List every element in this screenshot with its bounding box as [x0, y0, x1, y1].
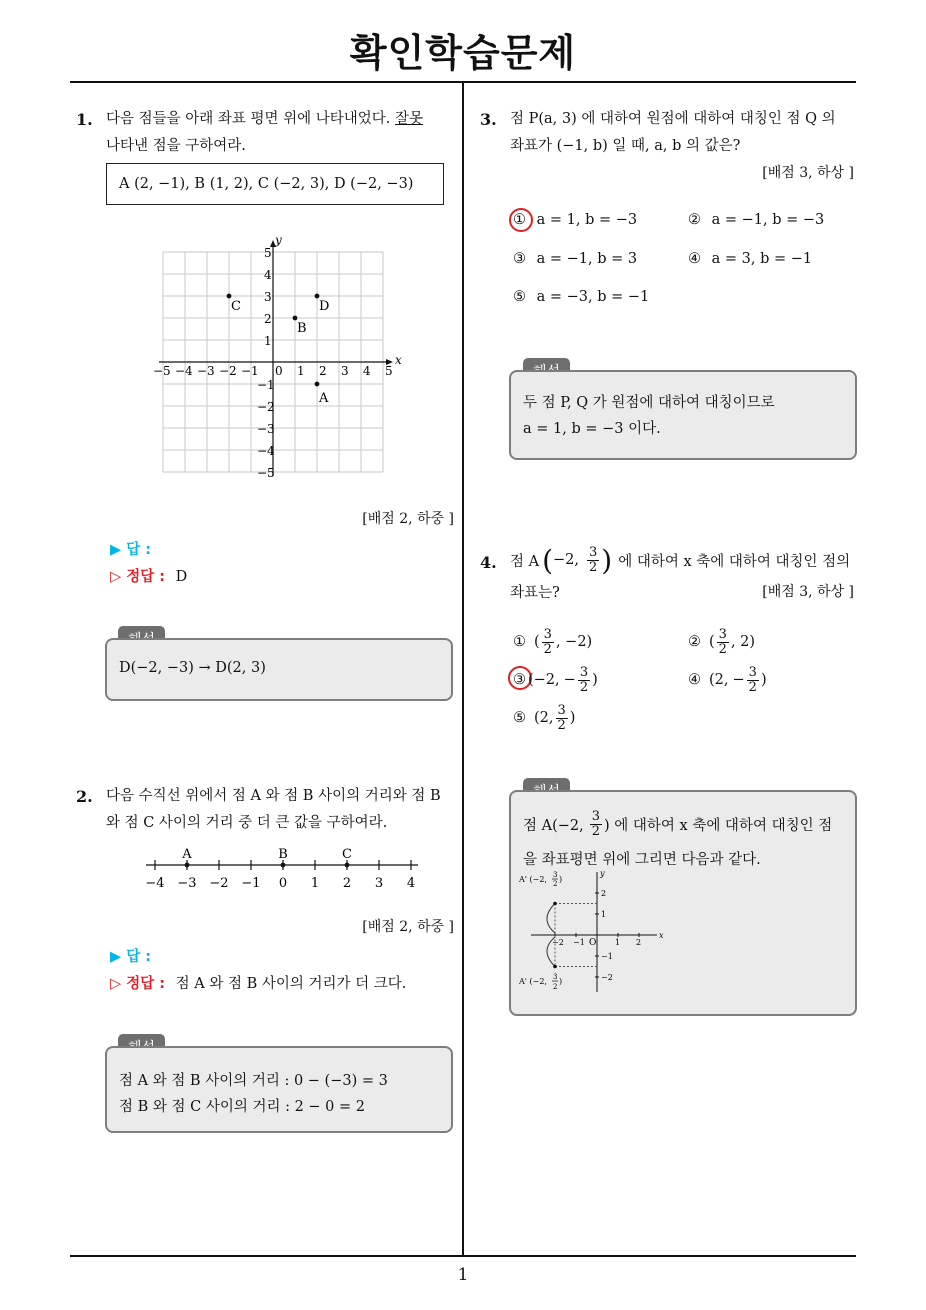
q3-choice-3-mark: ③ [513, 251, 526, 267]
q2-key-row [110, 972, 406, 993]
q4-choice-2-frac [717, 628, 729, 657]
number-line-point-C [345, 863, 350, 868]
q4-paren-close: ) [601, 543, 613, 577]
q4-solution-line2: 을 좌표평면 위에 그리면 다음과 같다. [523, 852, 761, 868]
q4-text-line1 [510, 540, 860, 580]
q1-underlined-word: 잘못 [395, 111, 424, 127]
q4-choice-5-post: ) [569, 710, 576, 726]
q3-solution-box [509, 370, 857, 460]
number-line-tick-label: −1 [241, 876, 261, 891]
q1-text-line1: 다음 점들을 아래 좌표 평면 위에 나타내었다. [106, 111, 391, 127]
q2-line-body [145, 847, 418, 891]
x-tick-label: −4 [175, 364, 193, 378]
number-line-point-label-B: B [278, 847, 288, 862]
q2-solution-line1: 점 A 와 점 B 사이의 거리 : 0 − (−3) = 3 [119, 1073, 388, 1089]
q2-number: 2. [76, 787, 93, 806]
q4-choice-1-pre: ( [534, 634, 540, 650]
fig-origin: O [589, 938, 597, 948]
q4-choice-2-frac-num: 3 [718, 626, 727, 642]
fig-x-label: x [659, 931, 664, 940]
q3-choice-4[interactable] [688, 251, 812, 267]
q4-text-post: 에 대하여 x 축에 대하여 대칭인 점의 [618, 553, 851, 570]
q4-choice-1-frac-den: 2 [543, 641, 552, 657]
q4-choice-4-frac-num: 3 [748, 664, 757, 680]
q4-choice-4-post: ) [760, 672, 767, 688]
q4-choice-4[interactable] [688, 660, 767, 700]
q4-choice-4-frac [747, 666, 759, 695]
y-tick-label: 2 [264, 312, 272, 326]
x-axis-label: x [395, 353, 402, 367]
q4-solution-frac-num: 3 [591, 808, 601, 824]
q1-points-text: A (2, −1), B (1, 2), C (−2, 3), D (−2, −3) [119, 176, 414, 192]
fig-label-bottom-close: ) [559, 977, 563, 986]
q1-points [227, 294, 330, 406]
q2-solution-line2: 점 B 와 점 C 사이의 거리 : 2 − 0 = 2 [119, 1099, 365, 1115]
q1-number: 1. [76, 110, 93, 129]
number-line-tick-label: 2 [342, 876, 352, 891]
fig-x-tick-label: 1 [615, 938, 621, 947]
number-line-tick-label: −2 [209, 876, 229, 891]
fig-x-tick-label: −1 [573, 938, 585, 947]
q4-choice-3-frac-num: 3 [579, 664, 589, 680]
fig-label-top-close: ) [559, 875, 563, 884]
q3-text [510, 106, 860, 160]
q4-choice-2[interactable] [688, 622, 755, 662]
q4-choice-5-pre: (2, [534, 710, 554, 726]
fig-brace-top [547, 904, 555, 934]
page-number: 1 [457, 1265, 469, 1285]
q4-choice-5-mark: ⑤ [513, 710, 526, 726]
q1-solution-box [105, 638, 453, 701]
q2-answer-label: ▶ 답 : [110, 949, 152, 965]
q1-key-value: D [175, 569, 188, 585]
y-tick-label: −1 [257, 378, 275, 392]
number-line-point-B [281, 863, 286, 868]
x-tick-label: 4 [363, 364, 371, 378]
fig-y-tick-label: 2 [601, 889, 607, 898]
y-tick-label: −5 [257, 466, 275, 478]
fig-label-bottom-den: 2 [553, 983, 558, 991]
q4-choice-1-mark: ① [513, 634, 526, 650]
q2-solution-lines [119, 1068, 388, 1120]
q3-choice-2-mark: ② [688, 212, 701, 228]
q4-choice-2-pre: ( [709, 634, 715, 650]
q3-meta: [배점 3, 하상 ] [762, 165, 854, 181]
page-title: 확인학습문제 [349, 31, 577, 75]
q4-choice-5-frac-num: 3 [557, 702, 566, 718]
q4-choice-1[interactable] [513, 622, 592, 662]
x-tick-label: 3 [341, 364, 349, 378]
q4-fraction [587, 546, 599, 575]
q4-choice-1-post: , −2) [555, 634, 593, 650]
number-line-tick-label: 3 [374, 876, 384, 891]
q4-figure-body [518, 869, 664, 992]
y-tick-label: 5 [264, 246, 272, 260]
q3-choice-1-text: a = 1, b = −3 [536, 212, 638, 228]
q1-solution-text: D(−2, −3) → D(2, 3) [119, 660, 266, 676]
number-line-tick-label: −4 [145, 876, 165, 891]
q2-key-label: ▷ 정답 : [110, 976, 166, 992]
fig-x-tick-label: −2 [552, 938, 564, 947]
x-tick-label: 2 [319, 364, 327, 378]
fig-label-top: A' (−2, [519, 875, 547, 884]
q1-meta: [배점 2, 하중 ] [362, 511, 454, 527]
point-label-A: A [319, 391, 329, 406]
number-line-tick-label: 4 [406, 876, 416, 891]
q1-points-box [106, 163, 444, 205]
number-line-tick-label: −3 [177, 876, 197, 891]
q4-choice-3[interactable] [513, 660, 598, 700]
q1-key-label: ▷ 정답 : [110, 569, 166, 585]
x-tick-label: −2 [219, 364, 237, 378]
q4-choice-4-frac-den: 2 [748, 679, 757, 695]
q3-text-line1: 점 P(a, 3) 에 대하여 원점에 대하여 대칭인 점 Q 의 [510, 111, 836, 127]
q1-text-line2: 나타낸 점을 구하여라. [106, 138, 246, 154]
q4-choice-3-post: ) [592, 672, 598, 688]
y-tick-label: 3 [264, 290, 272, 304]
q4-choice-2-mark: ② [688, 634, 701, 650]
q3-choice-1-mark: ① [513, 212, 526, 228]
q4-solution-line1-post: ) 에 대하여 x 축에 대하여 대칭인 점 [604, 817, 833, 834]
q4-solution-figure [517, 868, 667, 996]
q4-choice-5-frac-den: 2 [557, 717, 566, 733]
q1-answer-label: ▶ 답 : [110, 542, 152, 558]
fig-x-tick-label: 2 [636, 938, 642, 947]
number-line-tick-label: 0 [278, 876, 288, 891]
q4-choice-5[interactable] [513, 698, 575, 738]
y-tick-label: 4 [264, 268, 272, 282]
q4-meta: [배점 3, 하상 ] [762, 584, 854, 600]
y-tick-label: −3 [257, 422, 275, 436]
point-B [293, 316, 298, 321]
q1-text [106, 106, 456, 160]
q4-solution-frac-den: 2 [591, 823, 601, 839]
point-A [315, 382, 320, 387]
q4-number: 4. [480, 553, 497, 572]
point-label-B: B [297, 321, 307, 336]
x-tick-label: 0 [275, 364, 283, 378]
q4-choice-2-post: , 2) [730, 634, 756, 650]
q2-solution-box [105, 1046, 453, 1133]
y-tick-label: 1 [264, 334, 272, 348]
fig-label-bottom-num: 3 [553, 973, 558, 981]
y-tick-label: −4 [257, 444, 275, 458]
fig-y-label: y [600, 869, 605, 878]
x-tick-label: −5 [153, 364, 171, 378]
q3-solution-line1: 두 점 P, Q 가 원점에 대하여 대칭이므로 [523, 395, 775, 411]
q3-text-line2: 좌표가 (−1, b) 일 때, a, b 의 값은? [510, 138, 741, 154]
q3-choice-2[interactable] [688, 212, 824, 228]
q4-point-x: −2, [553, 552, 580, 568]
q4-choice-1-frac-num: 3 [543, 626, 552, 642]
q2-number-line [138, 840, 428, 895]
x-tick-label: −3 [197, 364, 215, 378]
x-tick-label: −1 [241, 364, 259, 378]
q2-answer-row [110, 945, 151, 966]
number-line-point-A [185, 863, 190, 868]
point-C [227, 294, 232, 299]
q4-choice-4-pre: (2, [709, 672, 729, 688]
fig-point-bottom [553, 965, 557, 969]
q4-frac-num: 3 [589, 544, 598, 560]
fig-label-top-num: 3 [553, 871, 558, 879]
y-tick-label: −2 [257, 400, 275, 414]
q3-number: 3. [480, 110, 497, 129]
fig-y-tick-label: −1 [601, 952, 613, 961]
q2-key-value: 점 A 와 점 B 사이의 거리가 더 크다. [175, 976, 407, 992]
number-line-point-label-A: A [182, 847, 192, 862]
q3-choice-3[interactable] [513, 251, 637, 267]
q4-solution-line1 [523, 804, 832, 844]
q4-choice-2-frac-den: 2 [718, 641, 727, 657]
fig-label-top-den: 2 [553, 880, 558, 888]
q2-text [106, 783, 458, 837]
q4-choice-3-frac [578, 666, 590, 695]
q3-choice-2-text: a = −1, b = −3 [711, 212, 825, 228]
q4-paren-open: ( [542, 543, 554, 577]
point-label-C: C [231, 299, 241, 314]
fig-y-tick-label: 1 [601, 910, 607, 919]
q2-text-line1: 다음 수직선 위에서 점 A 와 점 B 사이의 거리와 점 B [106, 788, 441, 804]
q3-choice-4-text: a = 3, b = −1 [711, 251, 813, 267]
q4-choice-1-frac [542, 628, 554, 657]
point-D [315, 294, 320, 299]
column-divider [462, 82, 464, 1257]
q4-choice-3-frac-den: 2 [579, 679, 589, 695]
q3-choice-3-text: a = −1, b = 3 [536, 251, 638, 267]
q2-text-line2: 와 점 C 사이의 거리 중 더 큰 값을 구하여라. [106, 815, 388, 831]
x-tick-label: 1 [297, 364, 305, 378]
q3-choice-5-mark: ⑤ [513, 289, 526, 305]
fig-point-top [553, 902, 557, 906]
fig-y-tick-label: −2 [601, 973, 613, 982]
q4-choice-4-mark: ④ [688, 672, 701, 688]
q4-solution-frac [590, 810, 602, 839]
q4-solution-line1-pre: 점 A(−2, [523, 817, 584, 834]
q3-choice-5[interactable] [513, 289, 649, 305]
q4-choice-3-sign: − [563, 672, 576, 688]
q1-key-row [110, 565, 187, 586]
q2-meta: [배점 2, 하중 ] [362, 919, 454, 935]
x-tick-label: 5 [385, 364, 393, 378]
q3-solution-line2: a = 1, b = −3 이다. [523, 421, 661, 437]
q4-frac-den: 2 [589, 559, 598, 575]
q3-choice-1[interactable] [513, 212, 637, 228]
fig-label-bottom: A' (−2, [519, 977, 547, 986]
q4-solution-box [509, 790, 857, 1016]
q3-choice-5-text: a = −3, b = −1 [536, 289, 650, 305]
number-line-tick-label: 1 [310, 876, 320, 891]
y-axis-label: y [275, 233, 282, 247]
number-line-point-label-C: C [342, 847, 352, 862]
q4-choice-5-frac [556, 704, 568, 733]
q4-choice-4-sign: − [732, 672, 745, 688]
q1-axes [159, 233, 402, 476]
q1-coordinate-graph [150, 228, 412, 478]
q1-answer-row [110, 538, 151, 559]
bottom-rule [70, 1255, 856, 1257]
q4-text-pre: 점 A [510, 553, 540, 570]
q4-choice-3-mark: ③ [513, 672, 526, 688]
point-label-D: D [319, 299, 330, 314]
q3-choice-4-mark: ④ [688, 251, 701, 267]
q4-text-line2: 좌표는? [510, 585, 560, 601]
q3-solution-lines [523, 390, 775, 442]
q4-choice-3-pre: (−2, [528, 672, 560, 688]
